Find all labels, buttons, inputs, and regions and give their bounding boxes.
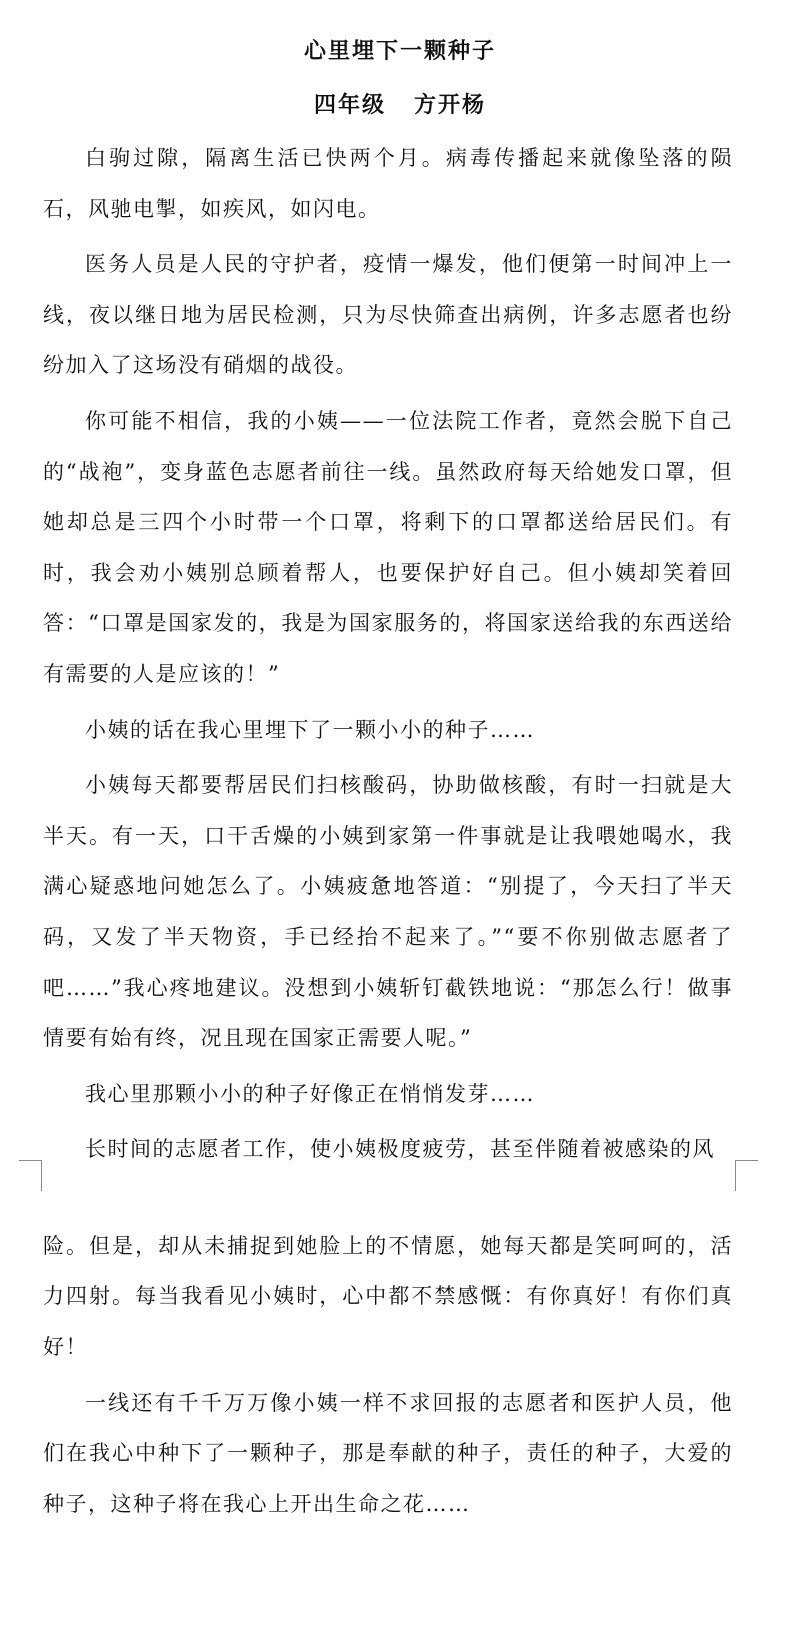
page-break-crop-mark-right xyxy=(735,1160,758,1191)
paragraph: 小姨的话在我心里埋下了一颗小小的种子…… xyxy=(85,717,535,742)
paragraph: 白驹过隙，隔离生活已快两个月。病毒传播起来就像坠落的陨石，风驰电掣，如疾风，如闪电。 xyxy=(43,146,733,221)
paragraph: 一线还有千千万万像小姨一样不求回报的志愿者和医护人员，他们在我心中种下了一颗种子，那是奉献的种子，责任的种子，大爱的种子，这种子将在我心上开出生命之花…… xyxy=(43,1390,733,1516)
author-name: 方开杨 xyxy=(414,93,487,118)
paragraph: 小姨每天都要帮居民们扫核酸码，协助做核酸，有时一扫就是大半天。有一天，口干舌燥的小姨到家第一件事就是让我喂她喝水，我满心疑惑地问她怎么了。小姨疲惫地答道：“别提了，今天扫了半天码，又发了半天物资，手已经抬不起来了。”“要不你别做志愿者了吧……”我心疼地建议。没想到小姨斩钉截铁地说：“那怎么行！做事情要有始有终，况且现在国家正需要人呢。” xyxy=(43,773,733,1051)
paragraph: 我心里那颗小小的种子好像正在悄悄发芽…… xyxy=(85,1081,535,1106)
paragraph: 医务人员是人民的守护者，疫情一爆发，他们便第一时间冲上一线，夜以继日地为居民检测，只为尽快筛查出病例，许多志愿者也纷纷加入了这场没有硝烟的战役。 xyxy=(43,252,733,378)
page-break-crop-mark-left xyxy=(19,1160,42,1191)
paragraph-continued: 险。但是，却从未捕捉到她脸上的不情愿，她每天都是笑呵呵的，活力四射。每当我看见小姨时，心中都不禁感慨：有你真好！有你们真好！ xyxy=(43,1233,733,1360)
grade-label: 四年级 xyxy=(313,93,386,118)
byline xyxy=(0,88,800,119)
paragraph: 你可能不相信，我的小姨——一位法院工作者，竟然会脱下自己的“战袍”，变身蓝色志愿者前往一线。虽然政府每天给她发口罩，但她却总是三四个小时带一个口罩，将剩下的口罩都送给居民们。有时，我会劝小姨别总顾着帮人，也要保护好自己。但小姨却笑着回答：“口罩是国家发的，我是为国家服务的，将国家送给我的东西送给有需要的人是应该的！” xyxy=(43,408,733,686)
paragraph: 长时间的志愿者工作，使小姨极度疲劳，甚至伴随着被感染的风 xyxy=(85,1137,715,1162)
essay-title: 心里埋下一颗种子 xyxy=(303,39,496,64)
essay-body xyxy=(43,133,733,1534)
